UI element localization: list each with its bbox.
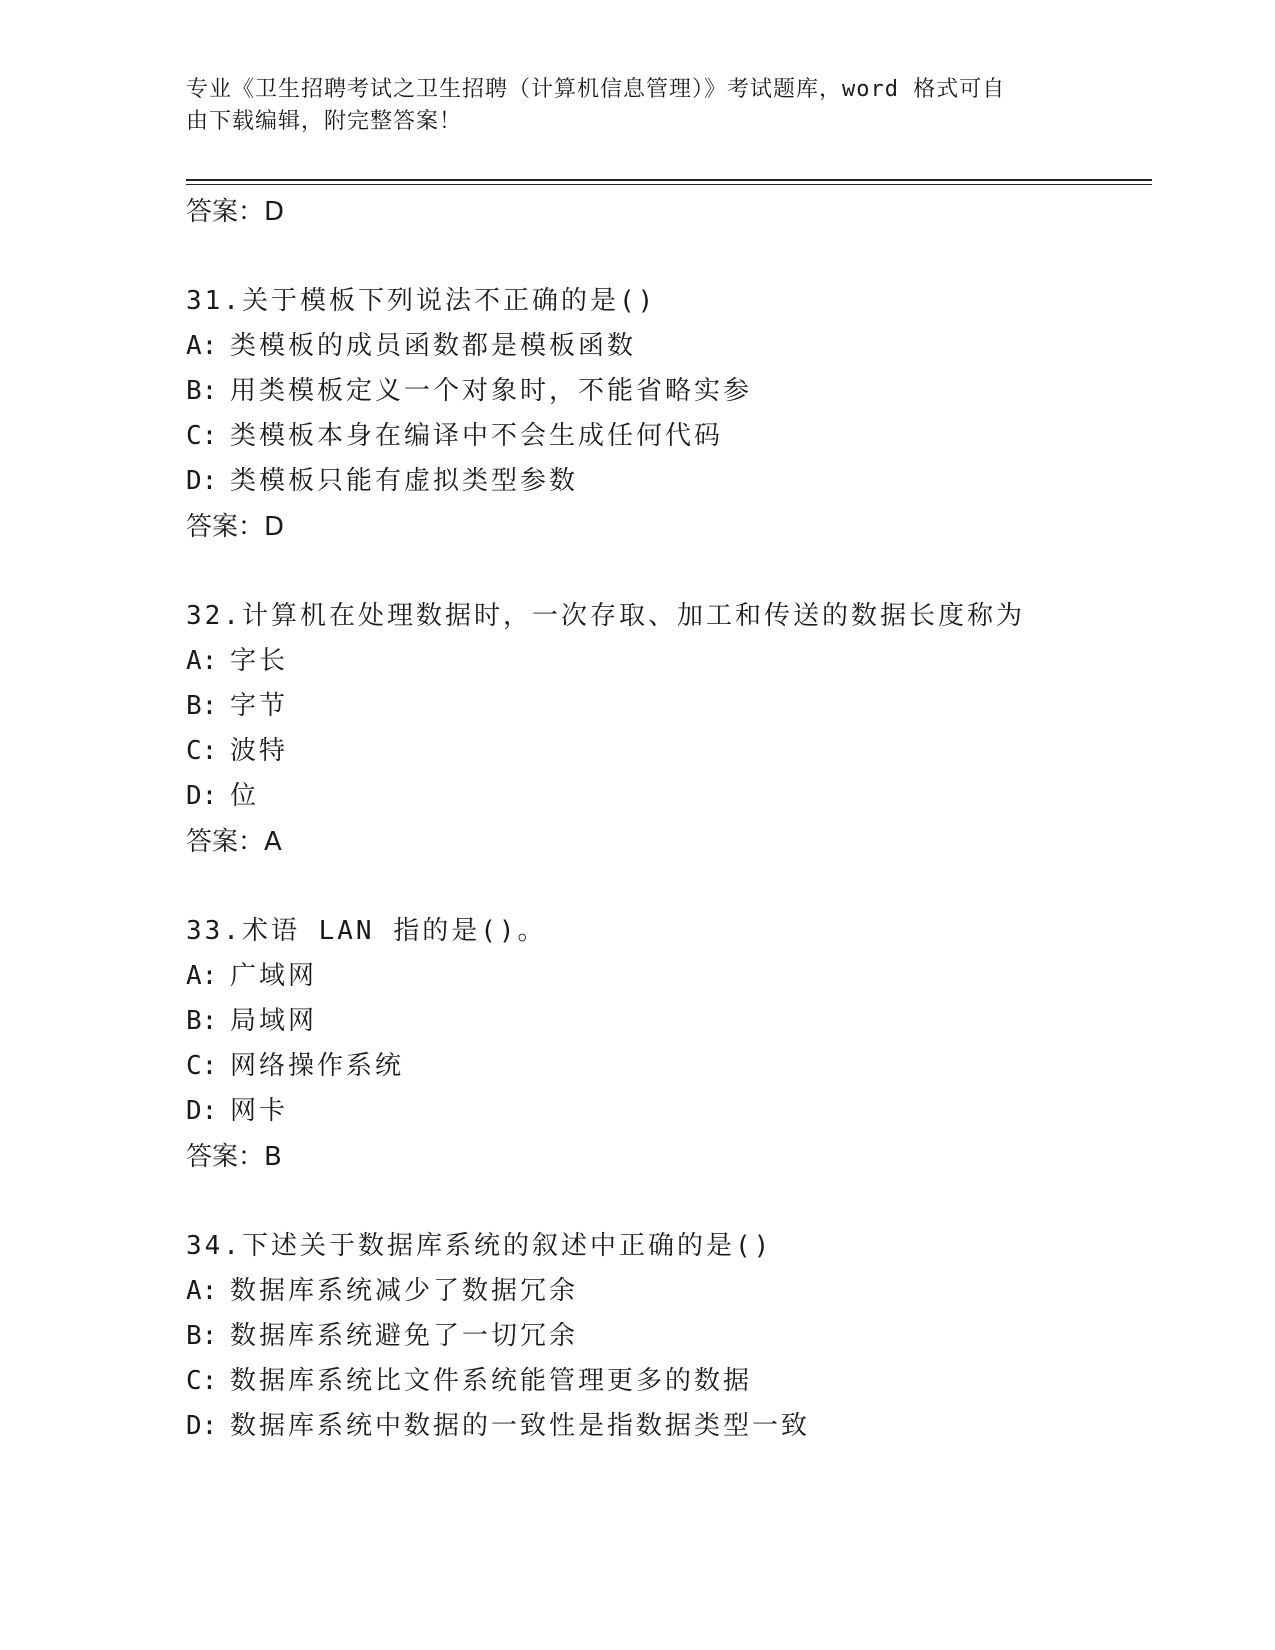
question-title: 31.关于模板下列说法不正确的是() [186,286,657,316]
option-key: B: [186,376,218,406]
option-d [186,774,1146,819]
option-a [186,954,1146,999]
option-text: 位 [230,781,260,811]
option-key: D: [186,1096,218,1126]
option-key: D: [186,1411,218,1441]
option-key: D: [186,781,218,811]
option-key: C: [186,1366,218,1396]
option-a [186,1269,1146,1314]
option-text: 类模板只能有虚拟类型参数 [230,466,579,496]
question-31 [186,279,1146,550]
option-key: C: [186,1051,218,1081]
option-key: A: [186,331,218,361]
header-divider-thick [186,179,1152,181]
option-b [186,684,1146,729]
question-32 [186,594,1146,865]
question-33 [186,909,1146,1180]
option-c [186,1044,1146,1089]
option-key: B: [186,691,218,721]
option-text: 数据库系统中数据的一致性是指数据类型一致 [230,1411,811,1441]
option-b [186,1314,1146,1359]
option-key: B: [186,1321,218,1351]
option-text: 波特 [230,736,289,766]
answer-label: 答案：D [186,512,285,542]
option-b [186,369,1146,414]
option-text: 用类模板定义一个对象时，不能省略实参 [230,376,753,406]
option-text: 类模板本身在编译中不会生成任何代码 [230,421,724,451]
option-key: A: [186,646,218,676]
option-a [186,324,1146,369]
option-text: 数据库系统避免了一切冗余 [230,1321,579,1351]
option-d [186,1089,1146,1134]
option-text: 字节 [230,691,289,721]
option-key: B: [186,1006,218,1036]
option-text: 数据库系统减少了数据冗余 [230,1276,579,1306]
option-text: 网卡 [230,1096,289,1126]
option-key: C: [186,736,218,766]
option-key: A: [186,1276,218,1306]
header-line-2: 由下载编辑，附完整答案！ [186,109,463,134]
option-d [186,459,1146,504]
question-title: 34.下述关于数据库系统的叙述中正确的是() [186,1231,773,1261]
option-b [186,999,1146,1044]
question-34 [186,1224,1146,1449]
option-text: 类模板的成员函数都是模板函数 [230,331,637,361]
answer-label: 答案：A [186,827,282,857]
option-key: C: [186,421,218,451]
page-header [186,74,1066,138]
option-text: 网络操作系统 [230,1051,405,1081]
option-key: A: [186,961,218,991]
option-c [186,1359,1146,1404]
option-text: 局域网 [230,1006,318,1036]
option-c [186,414,1146,459]
option-a [186,639,1146,684]
option-text: 数据库系统比文件系统能管理更多的数据 [230,1366,753,1396]
question-title: 33.术语 LAN 指的是()。 [186,916,547,946]
option-text: 广域网 [230,961,318,991]
option-key: D: [186,466,218,496]
option-d [186,1404,1146,1449]
question-list [186,189,1146,1449]
option-text: 字长 [230,646,289,676]
header-divider-thin [186,184,1152,185]
answer-label: 答案：D [186,197,285,227]
answer-label: 答案：B [186,1142,282,1172]
option-c [186,729,1146,774]
question-title: 32.计算机在处理数据时，一次存取、加工和传送的数据长度称为 [186,601,1025,631]
header-line-1: 专业《卫生招聘考试之卫生招聘（计算机信息管理）》考试题库，word 格式可自 [186,77,1006,102]
